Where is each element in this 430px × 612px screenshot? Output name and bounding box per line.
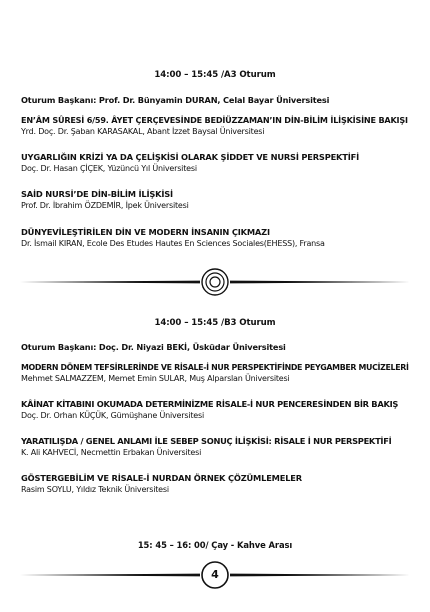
session-a-talk-4 [21, 227, 416, 249]
talk-title: DÜNYEVİLEŞTİRİLEN DİN VE MODERN İNSANIN ÇIKMAZI [21, 227, 270, 237]
session-b-talk-4 [21, 473, 416, 495]
ornamental-divider [0, 262, 430, 302]
talk-authors: Mehmet SALMAZZEM, Memet Emin SULAR, Muş Alparslan Üniversitesi [21, 374, 290, 383]
talk-title: YARATILIŞDA / GENEL ANLAMI İLE SEBEP SONUÇ İLİŞKİSİ: RİSALE İ NUR PERSPEKTİFİ [21, 436, 392, 446]
session-a-talk-2 [21, 152, 416, 174]
session-b-talk-3 [21, 436, 416, 458]
session-a-talk-3 [21, 189, 416, 211]
talk-authors: Yrd. Doç. Dr. Şaban KARASAKAL, Abant İzzet Baysal Üniversitesi [21, 127, 265, 136]
page-number: 4 [211, 568, 219, 581]
talk-authors: Doç. Dr. Hasan ÇİÇEK, Yüzüncü Yıl Üniversitesi [21, 164, 197, 173]
talk-authors: Prof. Dr. İbrahim ÖZDEMİR, İpek Üniversitesi [21, 201, 189, 210]
talk-title: GÖSTERGEBİLİM VE RİSALE-İ NURDAN ÖRNEK ÇÖZÜMLEMELER [21, 473, 302, 483]
session-b-talk-1 [21, 362, 416, 384]
talk-authors: Dr. İsmail KIRAN, Ecole Des Etudes Hautes En Sciences Sociales(EHESS), Fransa [21, 239, 325, 248]
talk-authors: K. Ali KAHVECİ, Necmettin Erbakan Üniversitesi [21, 448, 202, 457]
session-a-talk-1 [21, 115, 416, 137]
session-a-header: 14:00 – 15:45 /A3 Oturum [154, 70, 276, 80]
talk-title: SAİD NURSİ’DE DİN-BİLİM İLİŞKİSİ [21, 189, 173, 199]
session-b-header: 14:00 – 15:45 /B3 Oturum [154, 318, 276, 328]
talk-authors: Rasim SOYLU, Yıldız Teknik Üniversitesi [21, 485, 169, 494]
session-a-chair: Oturum Başkanı: Prof. Dr. Bünyamin DURAN, Celal Bayar Üniversitesi [21, 95, 330, 105]
talk-title: EN’ÂM SÛRESİ 6/59. ÂYET ÇERÇEVESİNDE BEDİÜZZAMAN’IN DİN-BİLİM İLİŞKİSİNE BAKIŞI [21, 115, 408, 125]
session-b-chair: Oturum Başkanı: Doç. Dr. Niyazi BEKİ, Üsküdar Üniversitesi [21, 342, 286, 352]
talk-authors: Doç. Dr. Orhan KÜÇÜK, Gümüşhane Üniversitesi [21, 411, 204, 420]
talk-title: MODERN DÖNEM TEFSİRLERİNDE VE RİSALE-İ NUR PERSPEKTİFİNDE PEYGAMBER MUCİZELERİ [21, 363, 409, 372]
session-b-talk-2 [21, 399, 416, 421]
talk-title: UYGARLIĞIN KRİZİ YA DA ÇELİŞKİSİ OLARAK ŞİDDET VE NURSİ PERSPEKTİFİ [21, 152, 359, 162]
talk-title: KÂİNAT KİTABINI OKUMADA DETERMİNİZME RİSALE-İ NUR PENCERESİNDEN BİR BAKIŞ [21, 399, 399, 409]
coffee-break-label: 15: 45 – 16: 00/ Çay - Kahve Arası [137, 540, 293, 550]
